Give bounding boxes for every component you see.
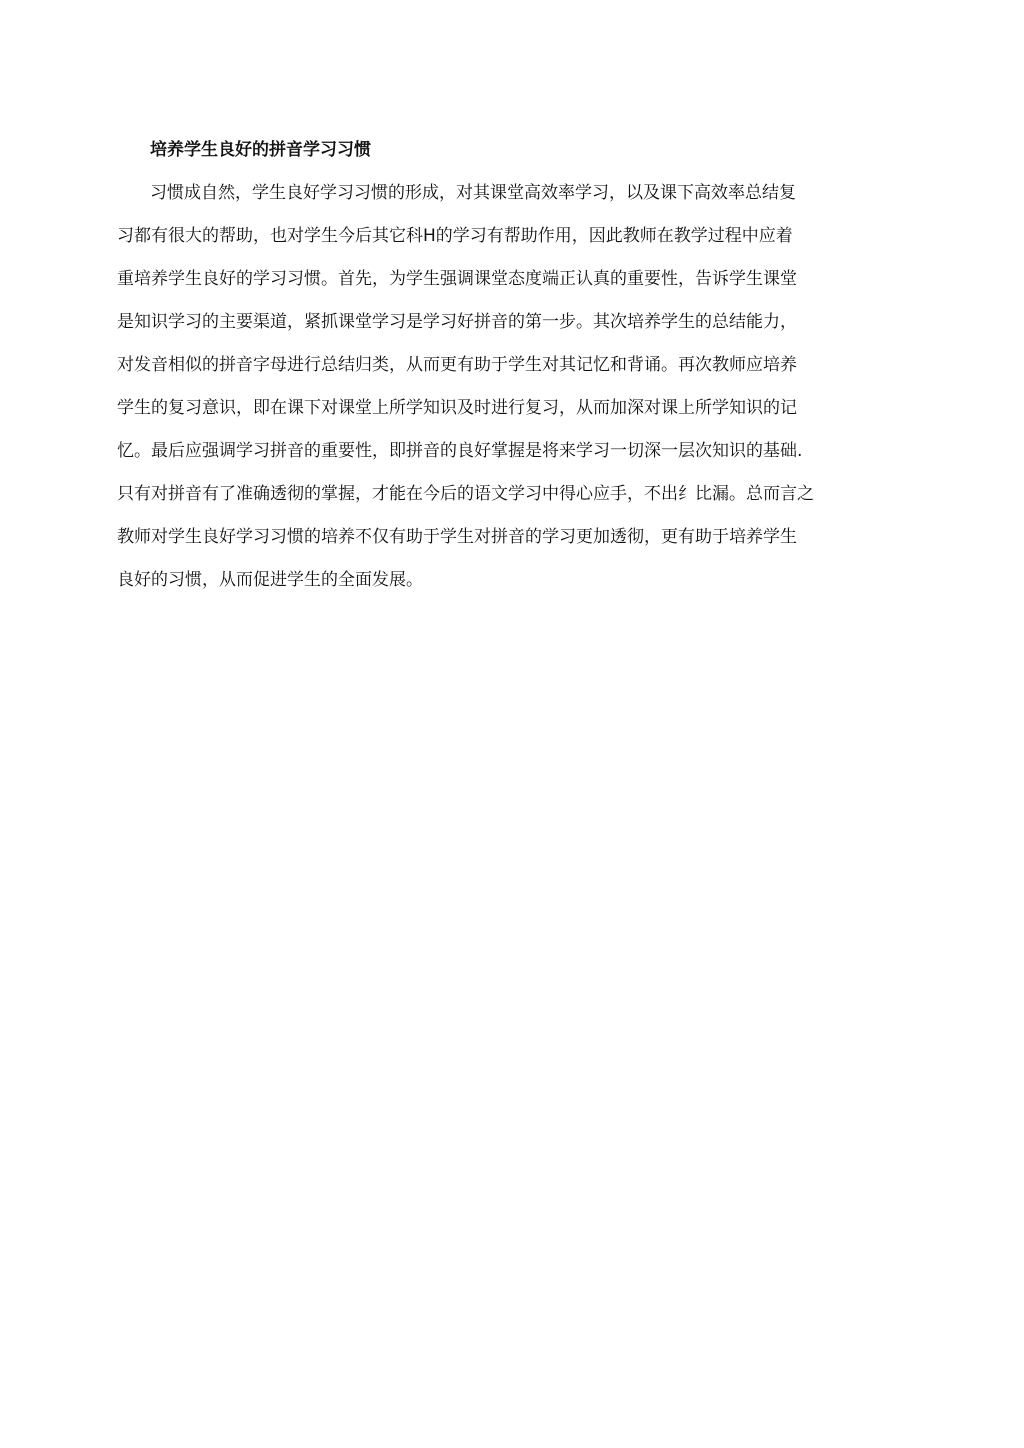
paragraph-line-1: 习惯成自然，学生良好学习习惯的形成，对其课堂高效率学习，以及课下高效率总结复 xyxy=(150,183,796,203)
paragraph-line-7: 忆。最后应强调学习拼音的重要性，即拼音的良好掌握是将来学习一切深一层次知识的基础. xyxy=(117,441,803,461)
paragraph-line-8: 只有对拼音有了准确透彻的掌握，才能在今后的语文学习中得心应手，不出纟比漏。总而言之 xyxy=(117,484,814,504)
paragraph-line-5: 对发音相似的拼音字母进行总结归类，从而更有助于学生对其记忆和背诵。再次教师应培养 xyxy=(117,355,797,375)
paragraph-line-10: 良好的习惯，从而促进学生的全面发展。 xyxy=(117,570,423,590)
paragraph-line-4: 是知识学习的主要渠道，紧抓课堂学习是学习好拼音的第一步。其次培养学生的总结能力， xyxy=(117,312,797,332)
paragraph-line-3: 重培养学生良好的学习习惯。首先，为学生强调课堂态度端正认真的重要性，告诉学生课堂 xyxy=(117,269,797,289)
paragraph-line-9: 教师对学生良好学习习惯的培养不仅有助于学生对拼音的学习更加透彻，更有助于培养学生 xyxy=(117,527,797,547)
paragraph-line-6: 学生的复习意识，即在课下对课堂上所学知识及时进行复习，从而加深对课上所学知识的记 xyxy=(117,398,797,418)
section-heading: 培养学生良好的拼音学习习惯 xyxy=(150,140,371,160)
paragraph-line-2: 习都有很大的帮助，也对学生今后其它科H的学习有帮助作用，因此教师在教学过程中应着 xyxy=(117,226,793,246)
